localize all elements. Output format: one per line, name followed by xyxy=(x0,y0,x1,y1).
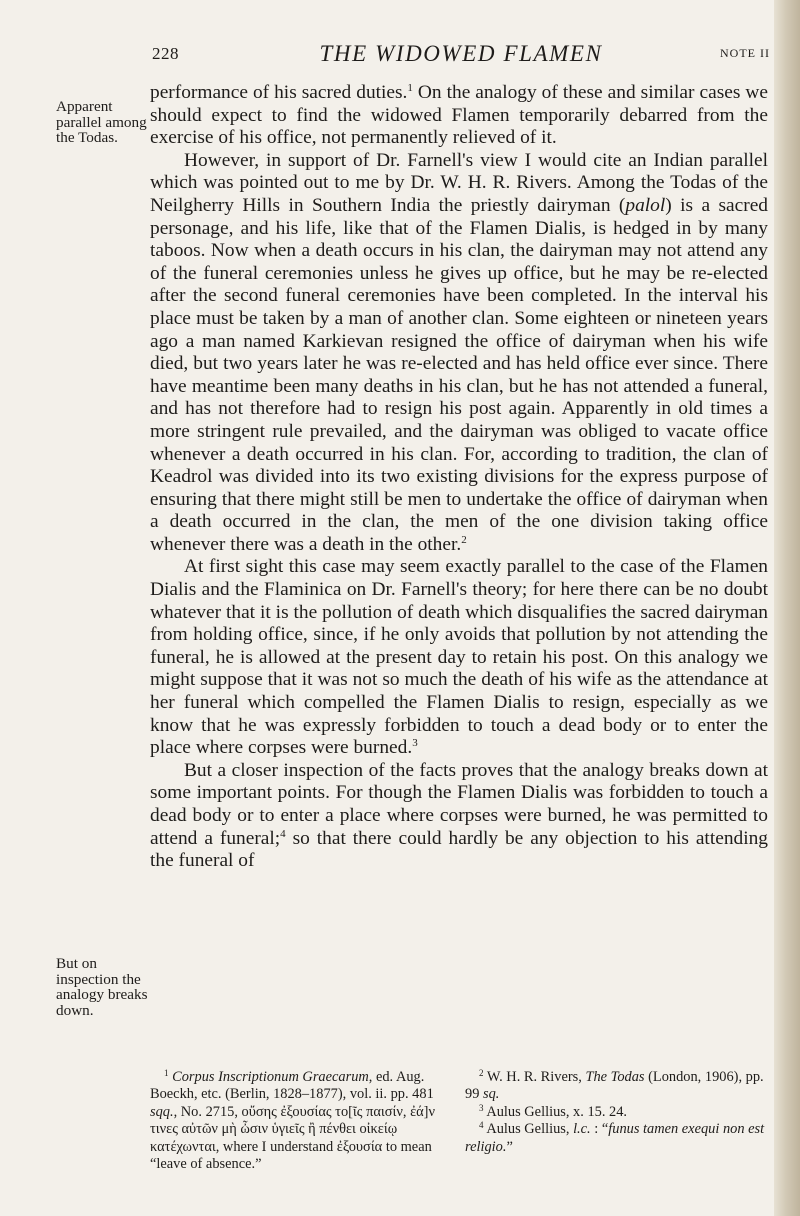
footnote-4-text-2: : “ xyxy=(590,1121,609,1138)
paragraph-1-text-b: On the analogy of these and similar cases we should expect to find the widowed Flamen temporarily debarred from the exercise of his office, not permanently relieved of it. xyxy=(150,82,769,149)
main-text xyxy=(150,82,768,873)
footnote-1 xyxy=(150,1069,452,1173)
paragraph-3 xyxy=(150,556,768,759)
footnote-ref-4: 4 xyxy=(280,827,286,840)
footnote-1-number: 1 xyxy=(164,1068,169,1078)
footnote-2 xyxy=(465,1069,770,1104)
footnote-4-text-3: ” xyxy=(506,1138,513,1155)
paragraph-2 xyxy=(150,150,768,557)
footnote-2-text: W. H. R. Rivers, xyxy=(486,1069,586,1085)
note-reference: NOTE II xyxy=(720,46,770,60)
footnote-1-sqq: sqq. xyxy=(150,1103,174,1120)
footnotes xyxy=(150,1069,770,1173)
footnote-4-quote: funus tamen exequi non est religio. xyxy=(465,1121,765,1155)
footnote-2-number: 2 xyxy=(479,1068,484,1078)
footnote-3-number: 3 xyxy=(479,1102,484,1113)
term-palol: palol xyxy=(625,194,666,216)
paragraph-4 xyxy=(150,760,768,873)
paragraph-2-text-b: ) is a sacred personage, and his life, like that of the Flamen Dialis, is hedged in by many taboos. Now when a death occurs in his clan, the dairyman may not attend any of the funeral ceremonies unless he gives up office, but he may be re-elected after the second funeral ceremonies have been completed. In the interval his place must be taken by a man of another clan. Some eighteen or nineteen years ago a man named Karkievan resigned the office of dairyman when his wife died, but two years later he was re-elected and has held office ever since. There have meantime been many deaths in his clan, but he has not attended a funeral, and has not therefore had to resign his post again. Apparently in old times a more stringent rule prevailed, and the dairyman was obliged to vacate office whenever a death occurred in his clan. For, according to tradition, the clan of Keadrol was divided into its two existing divisions for the express purpose of ensuring that there might still be men to undertake the office of dairyman when a death occurred in the clan, the men of the one division taking office whenever there was a death in the other. xyxy=(150,194,769,555)
paragraph-1 xyxy=(150,82,768,150)
footnote-2-text-2: (London, 1906), pp. 99 xyxy=(465,1069,764,1103)
footnote-2-title: The Todas xyxy=(585,1069,645,1085)
footnote-4 xyxy=(465,1121,770,1156)
paragraph-4-text-b: so that there could hardly be any objection to his attending the funeral of xyxy=(150,827,768,872)
running-header xyxy=(152,40,770,70)
footnote-1-title: Corpus Inscriptionum Graecarum xyxy=(172,1069,369,1085)
paragraph-3-text: At first sight this case may seem exactly parallel to the case of the Flamen Dialis and the Flaminica on Dr. Farnell's theory; for here there can be no doubt whatever that it is the pollution of death which disqualifies the sacred dairyman from holding office, since, if he only avoids that pollution by not attending the funeral, he is allowed at the present day to retain his post. On this analogy we might suppose that it was not so much the death of his wife as the attendance at her funeral which compelled the Flamen Dialis to resign, especially as we know that he was expressly forbidden to touch a dead body or to enter the place where corpses were burned. xyxy=(150,556,768,759)
page-edge-shadow xyxy=(774,0,800,1216)
footnote-ref-3: 3 xyxy=(412,737,418,750)
paragraph-4-text-a: But a closer inspection of the facts proves that the analogy breaks down at some important points. For though the Flamen Dialis was forbidden to touch a dead body or to enter a place where corpses were burned, he was permitted to attend a funeral; xyxy=(150,759,768,849)
footnote-4-text: Aulus Gellius, xyxy=(486,1121,574,1138)
page-number: 228 xyxy=(152,44,179,63)
margin-note-apparent-parallel: Apparent parallel among the Todas. xyxy=(56,98,147,146)
margin-note-analogy-breaks-down: But on inspection the analogy breaks down. xyxy=(56,955,148,1019)
running-title: THE WIDOWED FLAMEN xyxy=(319,41,603,66)
paragraph-1-text-a: performance of his sacred duties. xyxy=(150,82,408,103)
footnote-4-lc: l.c. xyxy=(573,1121,591,1138)
footnote-3-text: Aulus Gellius, x. 15. 24. xyxy=(486,1103,628,1120)
footnote-2-sq: sq. xyxy=(483,1086,500,1103)
footnote-3 xyxy=(465,1104,770,1121)
footnote-ref-2: 2 xyxy=(461,533,467,546)
footnote-ref-1: 1 xyxy=(407,82,413,94)
footnote-1-text-2: , No. 2715, οὔσης ἐξουσίας το[ῖς παισίν, ἐά]ν τινες αὐτῶν μὴ ὦσιν ὑγιεῖς ἢ πένθει οἰκείῳ κατέχωνται, where I understand ἐξουσία to mean “leave of absence.” xyxy=(150,1103,435,1173)
footnote-1-text: , ed. Aug. Boeckh, etc. (Berlin, 1828–1877), vol. ii. pp. 481 xyxy=(150,1069,434,1103)
footnote-4-number: 4 xyxy=(479,1120,484,1131)
paragraph-2-text-a: However, in support of Dr. Farnell's view I would cite an Indian parallel which was pointed out to me by Dr. W. H. R. Rivers. Among the Todas of the Neilgherry Hills in Southern India the priestly dairyman ( xyxy=(150,149,768,216)
footnotes-left-column xyxy=(150,1069,452,1173)
footnotes-right-column xyxy=(465,1069,770,1173)
